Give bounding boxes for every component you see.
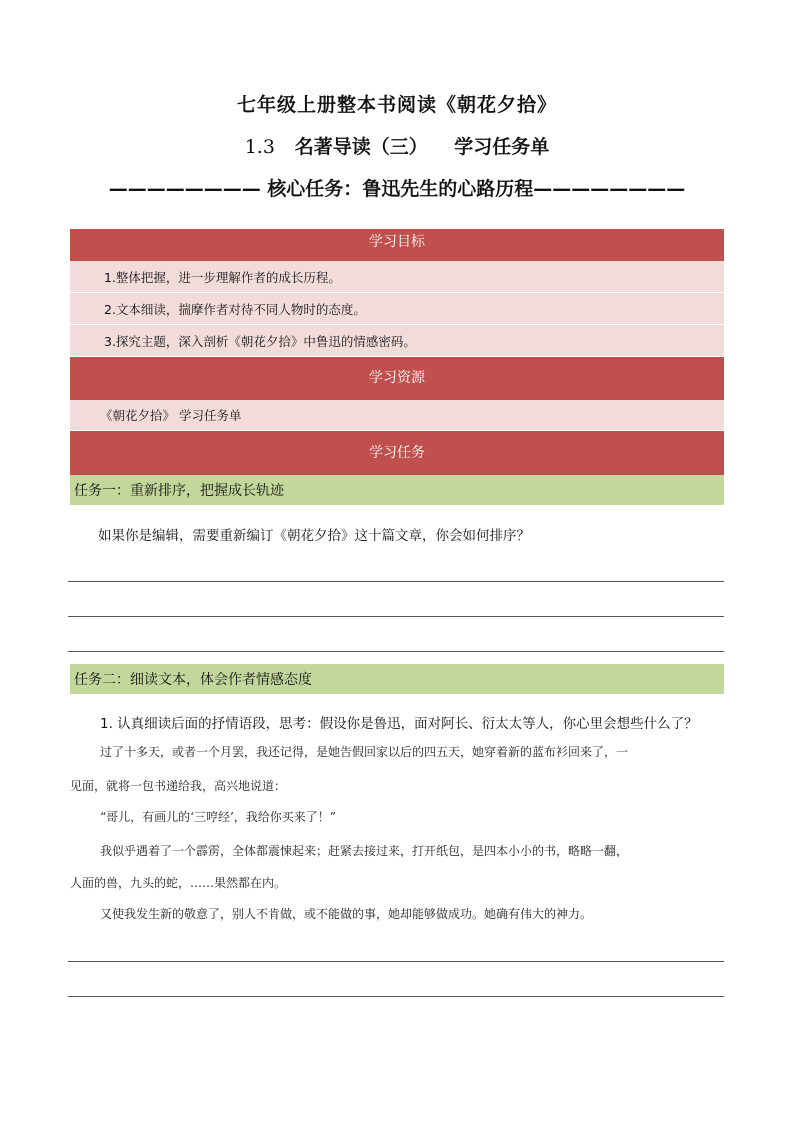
task1-title: 任务一：重新排序，把握成长轨迹 (70, 475, 724, 505)
goal-item-2: 2.文本细读，揣摩作者对待不同人物时的态度。 (70, 293, 724, 325)
answer-line (68, 961, 724, 962)
resource-item: 《朝花夕拾》 学习任务单 (70, 400, 724, 431)
goal-item-1: 1.整体把握，进一步理解作者的成长历程。 (70, 261, 724, 293)
core-task-heading: ———————— 核心任务：鲁迅先生的心路历程———————— (108, 178, 686, 200)
lesson-number: 1.3 (244, 136, 275, 158)
page-title: 七年级上册整本书阅读《朝花夕拾》 (236, 94, 557, 116)
passage-line: 又使我发生新的敬意了，别人不肯做，或不能做的事，她却能够做成功。她确有伟大的神力。 (100, 907, 593, 921)
goals-header: 学习目标 (70, 229, 724, 261)
resources-header: 学习资源 (70, 357, 724, 400)
task1-question: 如果你是编辑，需要重新编订《朝花夕拾》这十篇文章，你会如何排序？ (98, 528, 530, 544)
passage-line: 见面，就将一包书递给我，高兴地说道： (70, 779, 287, 793)
lesson-name: 名著导读（三） (294, 136, 428, 158)
tasks-header: 学习任务 (70, 431, 724, 475)
task2-title: 任务二：细读文本，体会作者情感态度 (70, 664, 724, 694)
answer-line (68, 616, 724, 617)
passage-line: “哥儿，有画儿的‘三哼经’，我给你买来了！” (100, 810, 336, 824)
answer-line (68, 581, 724, 582)
passage-line: 人面的兽，九头的蛇，……果然都在内。 (70, 876, 287, 890)
passage-line: 过了十多天，或者一个月罢，我还记得，是她告假回家以后的四五天，她穿着新的蓝布衫回来了，一 (100, 745, 629, 759)
worksheet-label: 学习任务单 (454, 136, 550, 158)
page-subtitle (0, 132, 794, 159)
answer-line (68, 651, 724, 652)
answer-line (68, 996, 724, 997)
goal-item-3: 3.探究主题，深入剖析《朝花夕拾》中鲁迅的情感密码。 (70, 325, 724, 357)
passage-line: 我似乎遇着了一个霹雳，全体都震悚起来；赶紧去接过来，打开纸包，是四本小小的书，略略一翻， (100, 844, 629, 858)
task2-question: 1. 认真细读后面的抒情语段，思考：假设你是鲁迅，面对阿长、衍太太等人，你心里会想些什么了？ (100, 716, 698, 732)
